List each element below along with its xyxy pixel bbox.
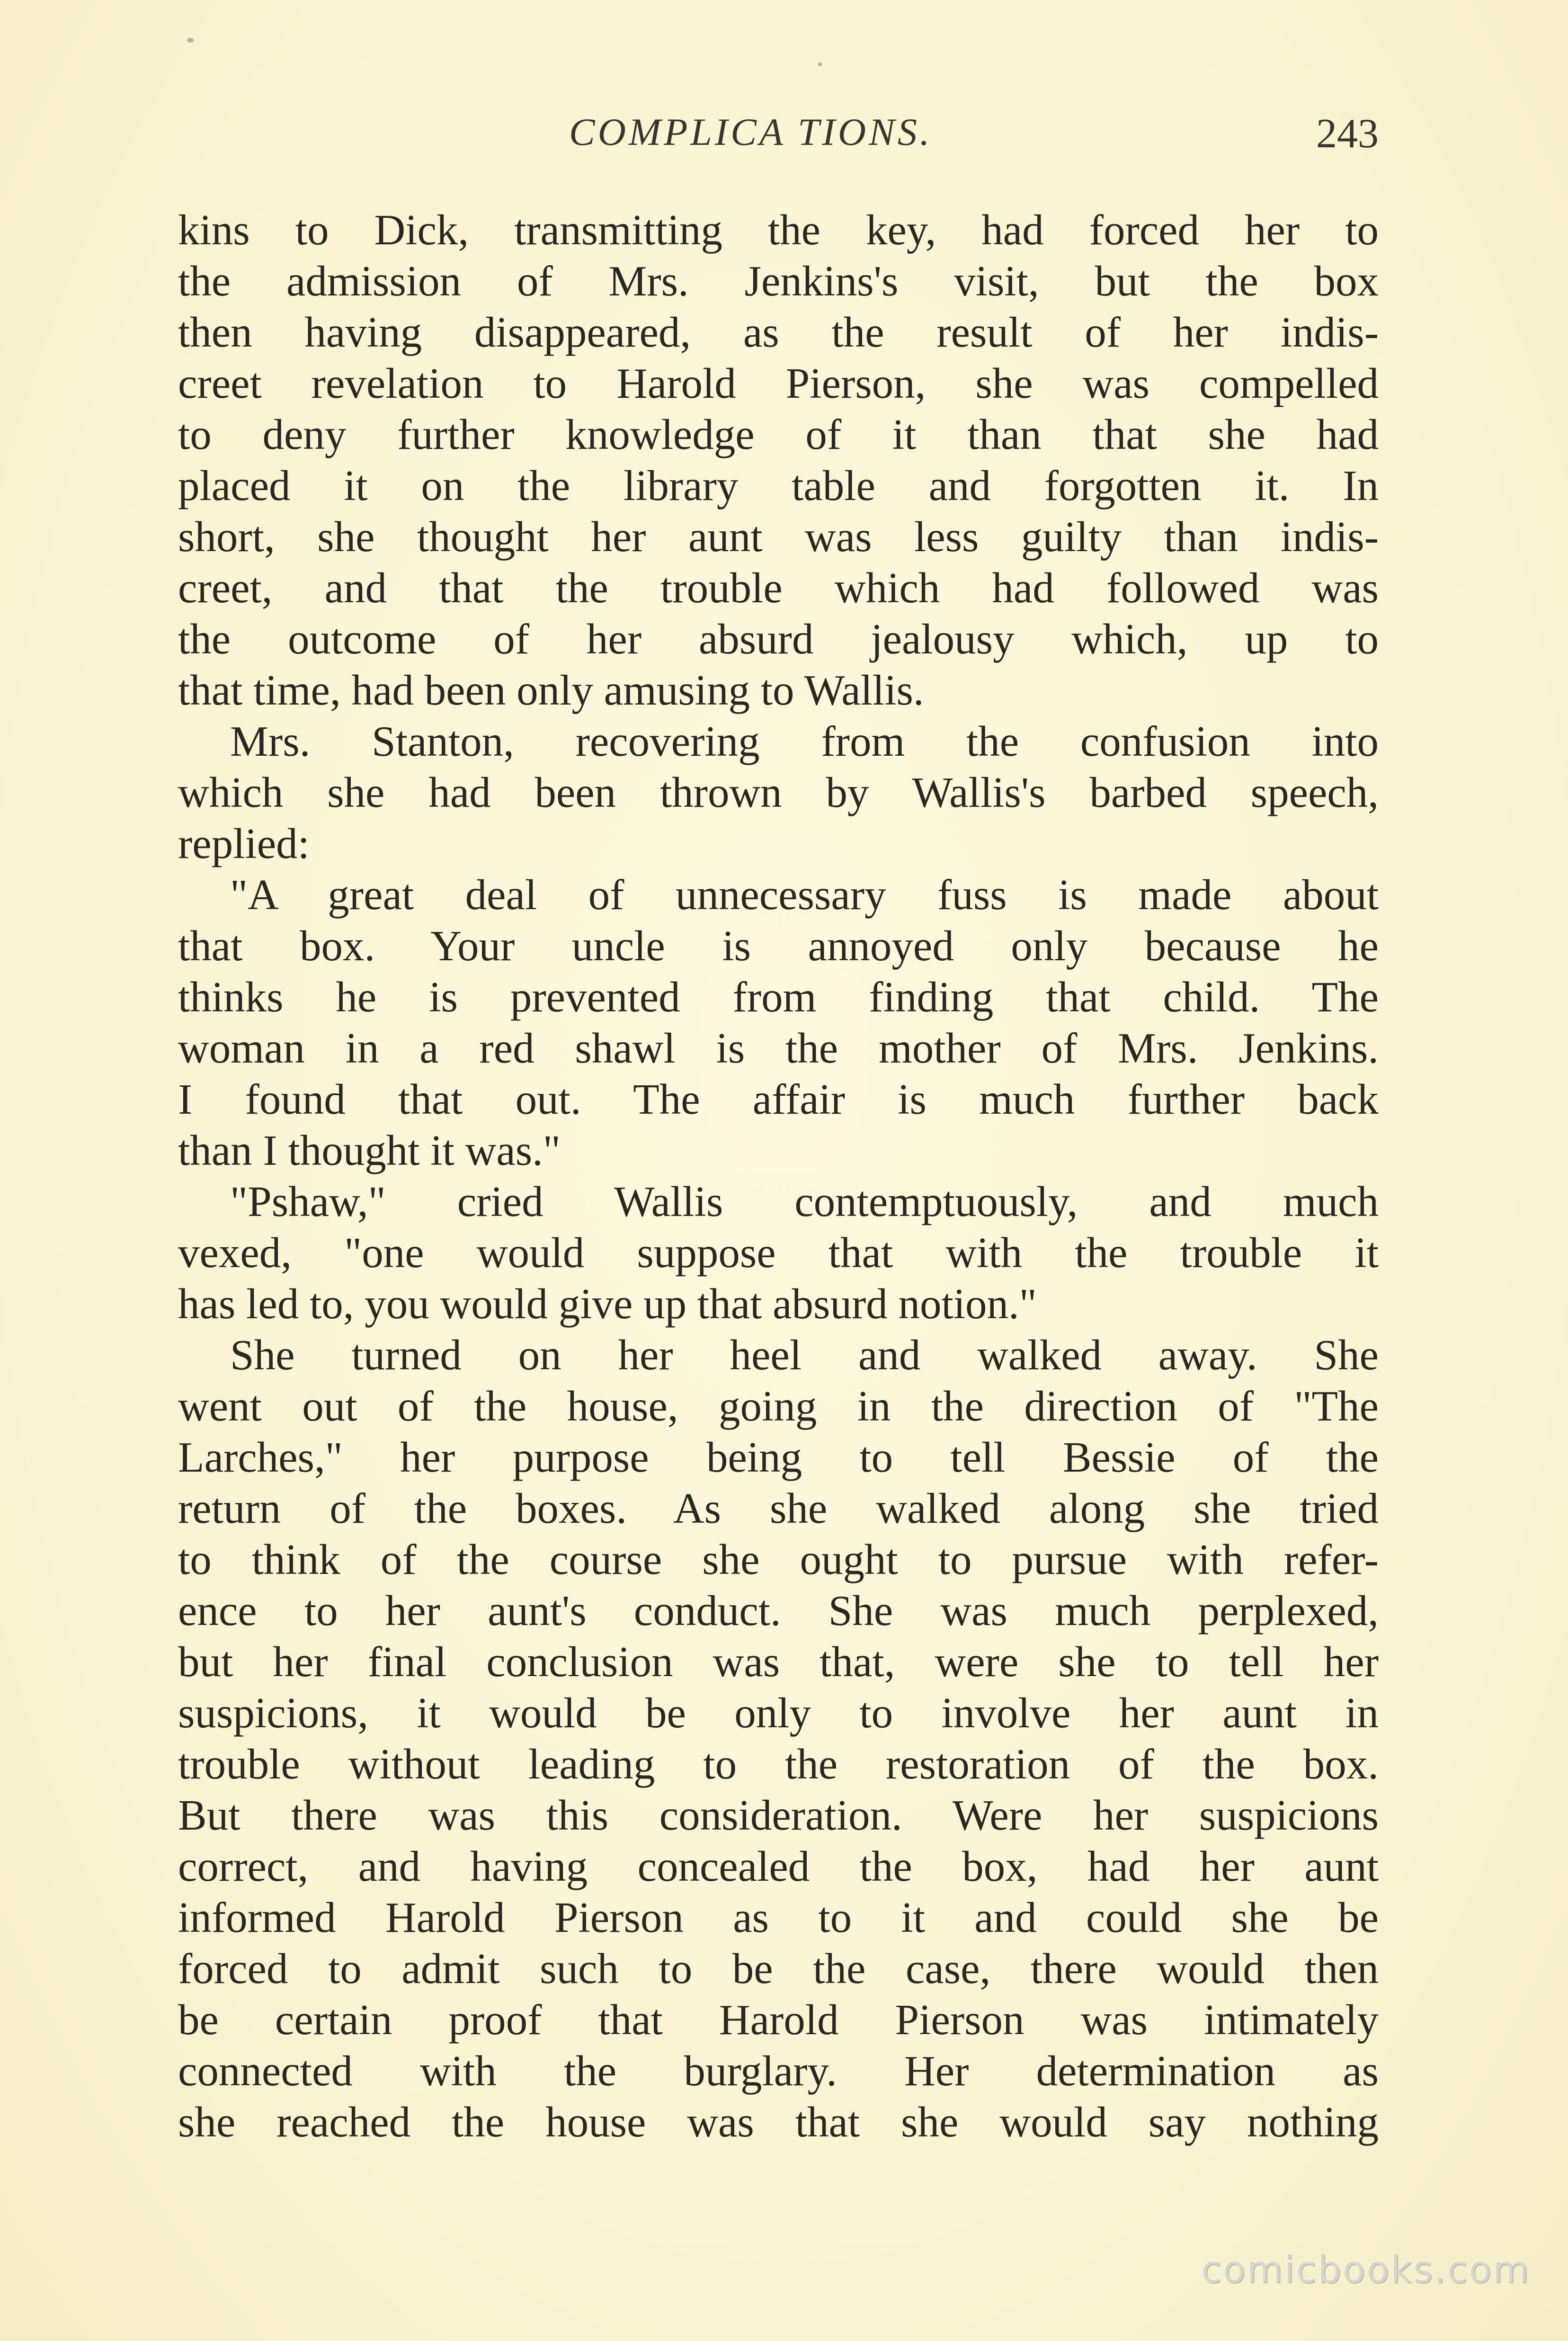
text-line: She turned on her heel and walked away. She — [230, 1331, 1379, 1379]
text-line: creet revelation to Harold Pierson, she was compelled — [178, 359, 1379, 407]
text-line: kins to Dick, transmitting the key, had forced her to — [178, 206, 1379, 254]
watermark-logo: comicbooks.com — [1201, 2249, 1530, 2291]
text-line: informed Harold Pierson as to it and could she be — [178, 1894, 1379, 1941]
text-line: Larches," her purpose being to tell Bessie of the — [178, 1433, 1379, 1481]
ink-speck — [818, 63, 822, 66]
ink-speck — [187, 38, 194, 43]
text-line: she reached the house was that she would say nothing — [178, 2098, 1379, 2146]
text-line: vexed, "one would suppose that with the trouble it — [178, 1229, 1379, 1277]
text-line: correct, and having concealed the box, had her aunt — [178, 1842, 1379, 1890]
running-head — [176, 110, 1379, 167]
text-line: trouble without leading to the restoration of the box. — [178, 1740, 1379, 1788]
text-line: Mrs. Stanton, recovering from the confusion into — [230, 717, 1379, 765]
running-title: COMPLICA TIONS. — [569, 110, 933, 153]
text-line: which she had been thrown by Wallis's barbed speech, — [178, 768, 1379, 816]
text-line: the admission of Mrs. Jenkins's visit, but the box — [178, 257, 1379, 305]
text-line: suspicions, it would be only to involve her aunt in — [178, 1689, 1379, 1737]
text-line: But there was this consideration. Were her suspicions — [178, 1791, 1379, 1839]
text-line: "A great deal of unnecessary fuss is made about — [230, 871, 1379, 919]
text-line: return of the boxes. As she walked along she tried — [178, 1484, 1379, 1532]
text-line: woman in a red shawl is the mother of Mrs. Jenkins. — [178, 1024, 1379, 1072]
text-line: than I thought it was." — [178, 1126, 561, 1174]
text-line: ence to her aunt's conduct. She was much perplexed, — [178, 1587, 1379, 1635]
text-line: forced to admit such to be the case, there would then — [178, 1945, 1379, 1993]
text-line: placed it on the library table and forgotten it. In — [178, 462, 1379, 509]
text-line: creet, and that the trouble which had followed was — [178, 564, 1379, 612]
text-line: then having disappeared, as the result of her indis- — [178, 308, 1379, 356]
body-text — [178, 205, 1379, 2148]
text-line: to deny further knowledge of it than that she had — [178, 411, 1379, 458]
text-line: "Pshaw," cried Wallis contemptuously, and much — [230, 1178, 1379, 1225]
text-line: went out of the house, going in the direction of "The — [178, 1382, 1379, 1430]
text-line: has led to, you would give up that absurd notion." — [178, 1280, 1037, 1328]
text-line: but her final conclusion was that, were she to tell her — [178, 1638, 1379, 1686]
text-line: that time, had been only amusing to Wallis. — [178, 666, 924, 714]
text-line: that box. Your uncle is annoyed only because he — [178, 922, 1379, 970]
text-line: I found that out. The affair is much further back — [178, 1075, 1379, 1123]
text-line: the outcome of her absurd jealousy which, up to — [178, 615, 1379, 663]
text-line: be certain proof that Harold Pierson was intimately — [178, 1996, 1379, 2044]
text-line: short, she thought her aunt was less guilty than indis- — [178, 513, 1379, 561]
text-line: connected with the burglary. Her determination as — [178, 2047, 1379, 2095]
text-line: to think of the course she ought to pursue with refer- — [178, 1536, 1379, 1583]
text-line: thinks he is prevented from finding that child. The — [178, 973, 1379, 1021]
text-line: replied: — [178, 820, 310, 867]
page-number: 243 — [1316, 111, 1379, 157]
